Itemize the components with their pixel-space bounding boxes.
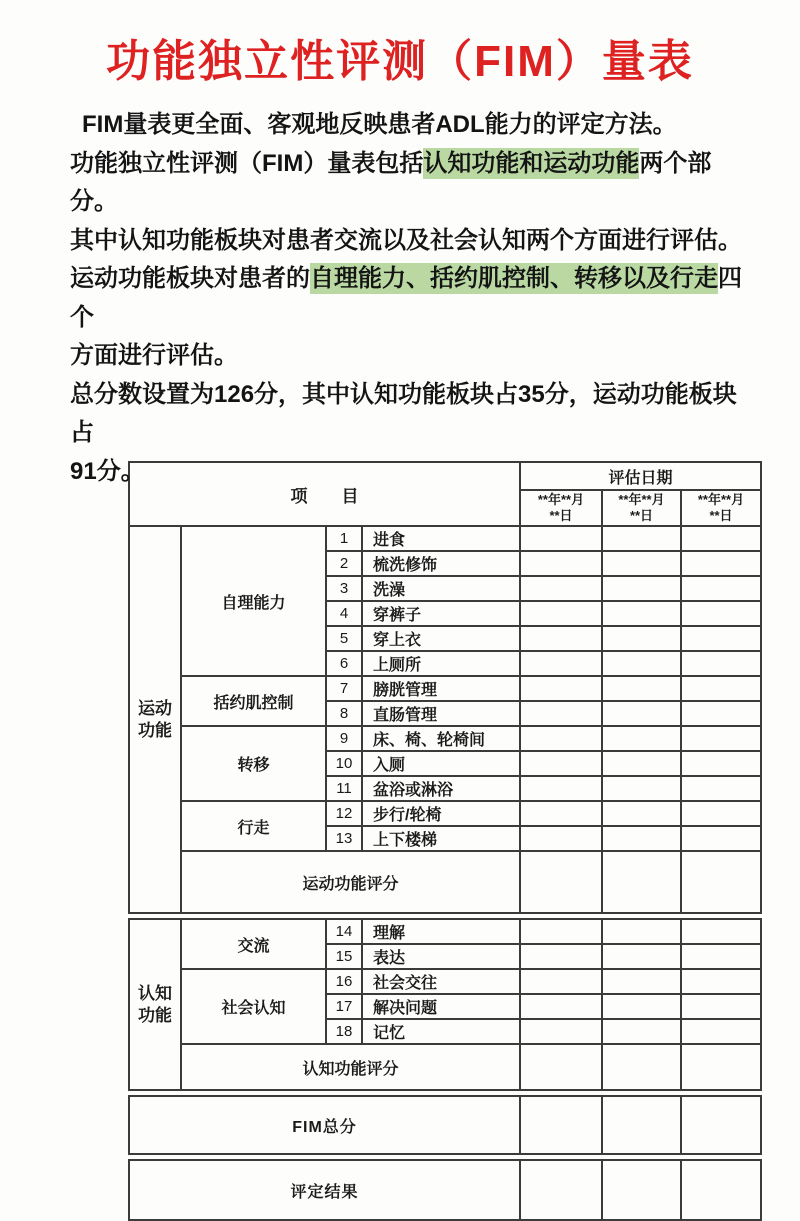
score-cell[interactable] <box>681 1160 761 1220</box>
score-cell[interactable] <box>602 626 681 651</box>
score-cell[interactable] <box>681 944 761 969</box>
score-cell[interactable] <box>520 776 602 801</box>
highlight-motor-domains: 自理能力、括约肌控制、转移以及行走 <box>310 265 718 292</box>
item-no: 15 <box>326 944 362 969</box>
result-label: 评定结果 <box>129 1160 520 1220</box>
item-no: 18 <box>326 1019 362 1044</box>
subsection-communication: 交流 <box>181 919 326 969</box>
item-no: 14 <box>326 919 362 944</box>
score-cell[interactable] <box>681 601 761 626</box>
item-label: 床、椅、轮椅间 <box>362 726 520 751</box>
score-cell[interactable] <box>602 726 681 751</box>
score-cell[interactable] <box>681 526 761 551</box>
intro-line-3: 其中认知功能板块对患者交流以及社会认知两个方面进行评估。 <box>70 226 742 254</box>
score-cell[interactable] <box>681 851 761 913</box>
table-motor-section <box>128 461 762 914</box>
score-cell[interactable] <box>681 576 761 601</box>
header-item-column: 项 目 <box>129 462 520 526</box>
item-no: 12 <box>326 801 362 826</box>
score-cell[interactable] <box>520 626 602 651</box>
intro-line-4: 运动功能板块对患者的自理能力、括约肌控制、转移以及行走四个 <box>70 265 742 331</box>
score-cell[interactable] <box>520 701 602 726</box>
score-cell[interactable] <box>520 676 602 701</box>
fim-total-label: FIM总分 <box>129 1096 520 1154</box>
score-cell[interactable] <box>602 526 681 551</box>
header-date-3: **年**月 **日 <box>681 490 761 526</box>
item-label: 步行/轮椅 <box>362 801 520 826</box>
item-no: 5 <box>326 626 362 651</box>
header-date-2: **年**月 **日 <box>602 490 681 526</box>
score-cell[interactable] <box>602 676 681 701</box>
item-no: 6 <box>326 651 362 676</box>
score-cell[interactable] <box>602 1160 681 1220</box>
score-cell[interactable] <box>681 1096 761 1154</box>
item-label: 入厕 <box>362 751 520 776</box>
score-cell[interactable] <box>602 551 681 576</box>
item-label: 进食 <box>362 526 520 551</box>
score-cell[interactable] <box>681 994 761 1019</box>
item-no: 7 <box>326 676 362 701</box>
score-cell[interactable] <box>602 944 681 969</box>
subsection-self-care: 自理能力 <box>181 526 326 676</box>
group-cognitive: 认知功能 <box>129 919 181 1090</box>
score-cell[interactable] <box>602 969 681 994</box>
score-cell[interactable] <box>520 526 602 551</box>
score-cell[interactable] <box>520 726 602 751</box>
score-cell[interactable] <box>602 576 681 601</box>
group-motor: 运动功能 <box>129 526 181 913</box>
score-cell[interactable] <box>520 1160 602 1220</box>
header-date-1: **年**月 **日 <box>520 490 602 526</box>
score-cell[interactable] <box>602 776 681 801</box>
item-label: 解决问题 <box>362 994 520 1019</box>
item-no: 10 <box>326 751 362 776</box>
table-fim-total <box>128 1095 762 1155</box>
score-cell[interactable] <box>681 551 761 576</box>
score-cell[interactable] <box>520 944 602 969</box>
item-no: 9 <box>326 726 362 751</box>
item-label: 直肠管理 <box>362 701 520 726</box>
item-label: 穿裤子 <box>362 601 520 626</box>
subsection-social-cognition: 社会认知 <box>181 969 326 1044</box>
score-cell[interactable] <box>520 1019 602 1044</box>
cognitive-score-label: 认知功能评分 <box>181 1044 520 1090</box>
subsection-sphincter-control: 括约肌控制 <box>181 676 326 726</box>
item-no: 4 <box>326 601 362 626</box>
score-cell[interactable] <box>681 801 761 826</box>
intro-line-1: FIM量表更全面、客观地反映患者ADL能力的评定方法。 <box>82 111 677 138</box>
score-cell[interactable] <box>602 1019 681 1044</box>
score-cell[interactable] <box>681 676 761 701</box>
subsection-transfer: 转移 <box>181 726 326 801</box>
header-date-group: 评估日期 <box>520 462 761 490</box>
score-cell[interactable] <box>520 851 602 913</box>
score-cell[interactable] <box>520 919 602 944</box>
score-cell[interactable] <box>602 651 681 676</box>
score-cell[interactable] <box>602 994 681 1019</box>
item-label: 盆浴或淋浴 <box>362 776 520 801</box>
item-label: 梳洗修饰 <box>362 551 520 576</box>
item-no: 13 <box>326 826 362 851</box>
item-label: 穿上衣 <box>362 626 520 651</box>
item-label: 上厕所 <box>362 651 520 676</box>
item-label: 洗澡 <box>362 576 520 601</box>
table-cognitive-section <box>128 918 762 1091</box>
highlight-cognitive-motor: 认知功能和运动功能 <box>423 149 640 177</box>
score-cell[interactable] <box>602 851 681 913</box>
intro-line-6: 总分数设置为126分，其中认知功能板块占35分，运动功能板块占 <box>70 380 737 446</box>
subsection-walking: 行走 <box>181 801 326 851</box>
item-label: 上下楼梯 <box>362 826 520 851</box>
item-no: 16 <box>326 969 362 994</box>
score-cell[interactable] <box>520 826 602 851</box>
score-cell[interactable] <box>681 919 761 944</box>
score-cell[interactable] <box>520 651 602 676</box>
score-cell[interactable] <box>681 751 761 776</box>
intro-line-5: 方面进行评估。 <box>70 342 238 369</box>
score-cell[interactable] <box>520 601 602 626</box>
score-cell[interactable] <box>602 1096 681 1154</box>
intro-text <box>70 106 752 491</box>
score-cell[interactable] <box>681 626 761 651</box>
score-cell[interactable] <box>520 576 602 601</box>
item-label: 膀胱管理 <box>362 676 520 701</box>
item-label: 记忆 <box>362 1019 520 1044</box>
score-cell[interactable] <box>681 701 761 726</box>
intro-line-7: 91分。 <box>70 457 145 485</box>
item-no: 1 <box>326 526 362 551</box>
score-cell[interactable] <box>681 776 761 801</box>
item-label: 理解 <box>362 919 520 944</box>
item-no: 3 <box>326 576 362 601</box>
score-cell[interactable] <box>681 1044 761 1090</box>
item-no: 17 <box>326 994 362 1019</box>
item-label: 社会交往 <box>362 969 520 994</box>
intro-line-2: 功能独立性评测（FIM）量表包括认知功能和运动功能两个部分。 <box>70 149 712 215</box>
score-cell[interactable] <box>520 751 602 776</box>
fim-document-page <box>0 34 800 1201</box>
score-cell[interactable] <box>602 601 681 626</box>
item-no: 11 <box>326 776 362 801</box>
score-cell[interactable] <box>681 726 761 751</box>
score-cell[interactable] <box>602 1044 681 1090</box>
score-cell[interactable] <box>520 1096 602 1154</box>
score-cell[interactable] <box>602 751 681 776</box>
motor-score-label: 运动功能评分 <box>181 851 520 913</box>
table-result <box>128 1159 762 1221</box>
score-cell[interactable] <box>520 1044 602 1090</box>
score-cell[interactable] <box>681 1019 761 1044</box>
score-cell[interactable] <box>681 651 761 676</box>
score-cell[interactable] <box>602 801 681 826</box>
score-cell[interactable] <box>681 969 761 994</box>
score-cell[interactable] <box>520 801 602 826</box>
score-cell[interactable] <box>602 701 681 726</box>
item-no: 8 <box>326 701 362 726</box>
page-title: 功能独立性评测（FIM）量表 <box>106 37 694 86</box>
score-cell[interactable] <box>602 826 681 851</box>
score-cell[interactable] <box>602 919 681 944</box>
score-cell[interactable] <box>520 969 602 994</box>
item-label: 表达 <box>362 944 520 969</box>
fim-table <box>128 461 764 1221</box>
score-cell[interactable] <box>681 826 761 851</box>
score-cell[interactable] <box>520 551 602 576</box>
item-no: 2 <box>326 551 362 576</box>
score-cell[interactable] <box>520 994 602 1019</box>
